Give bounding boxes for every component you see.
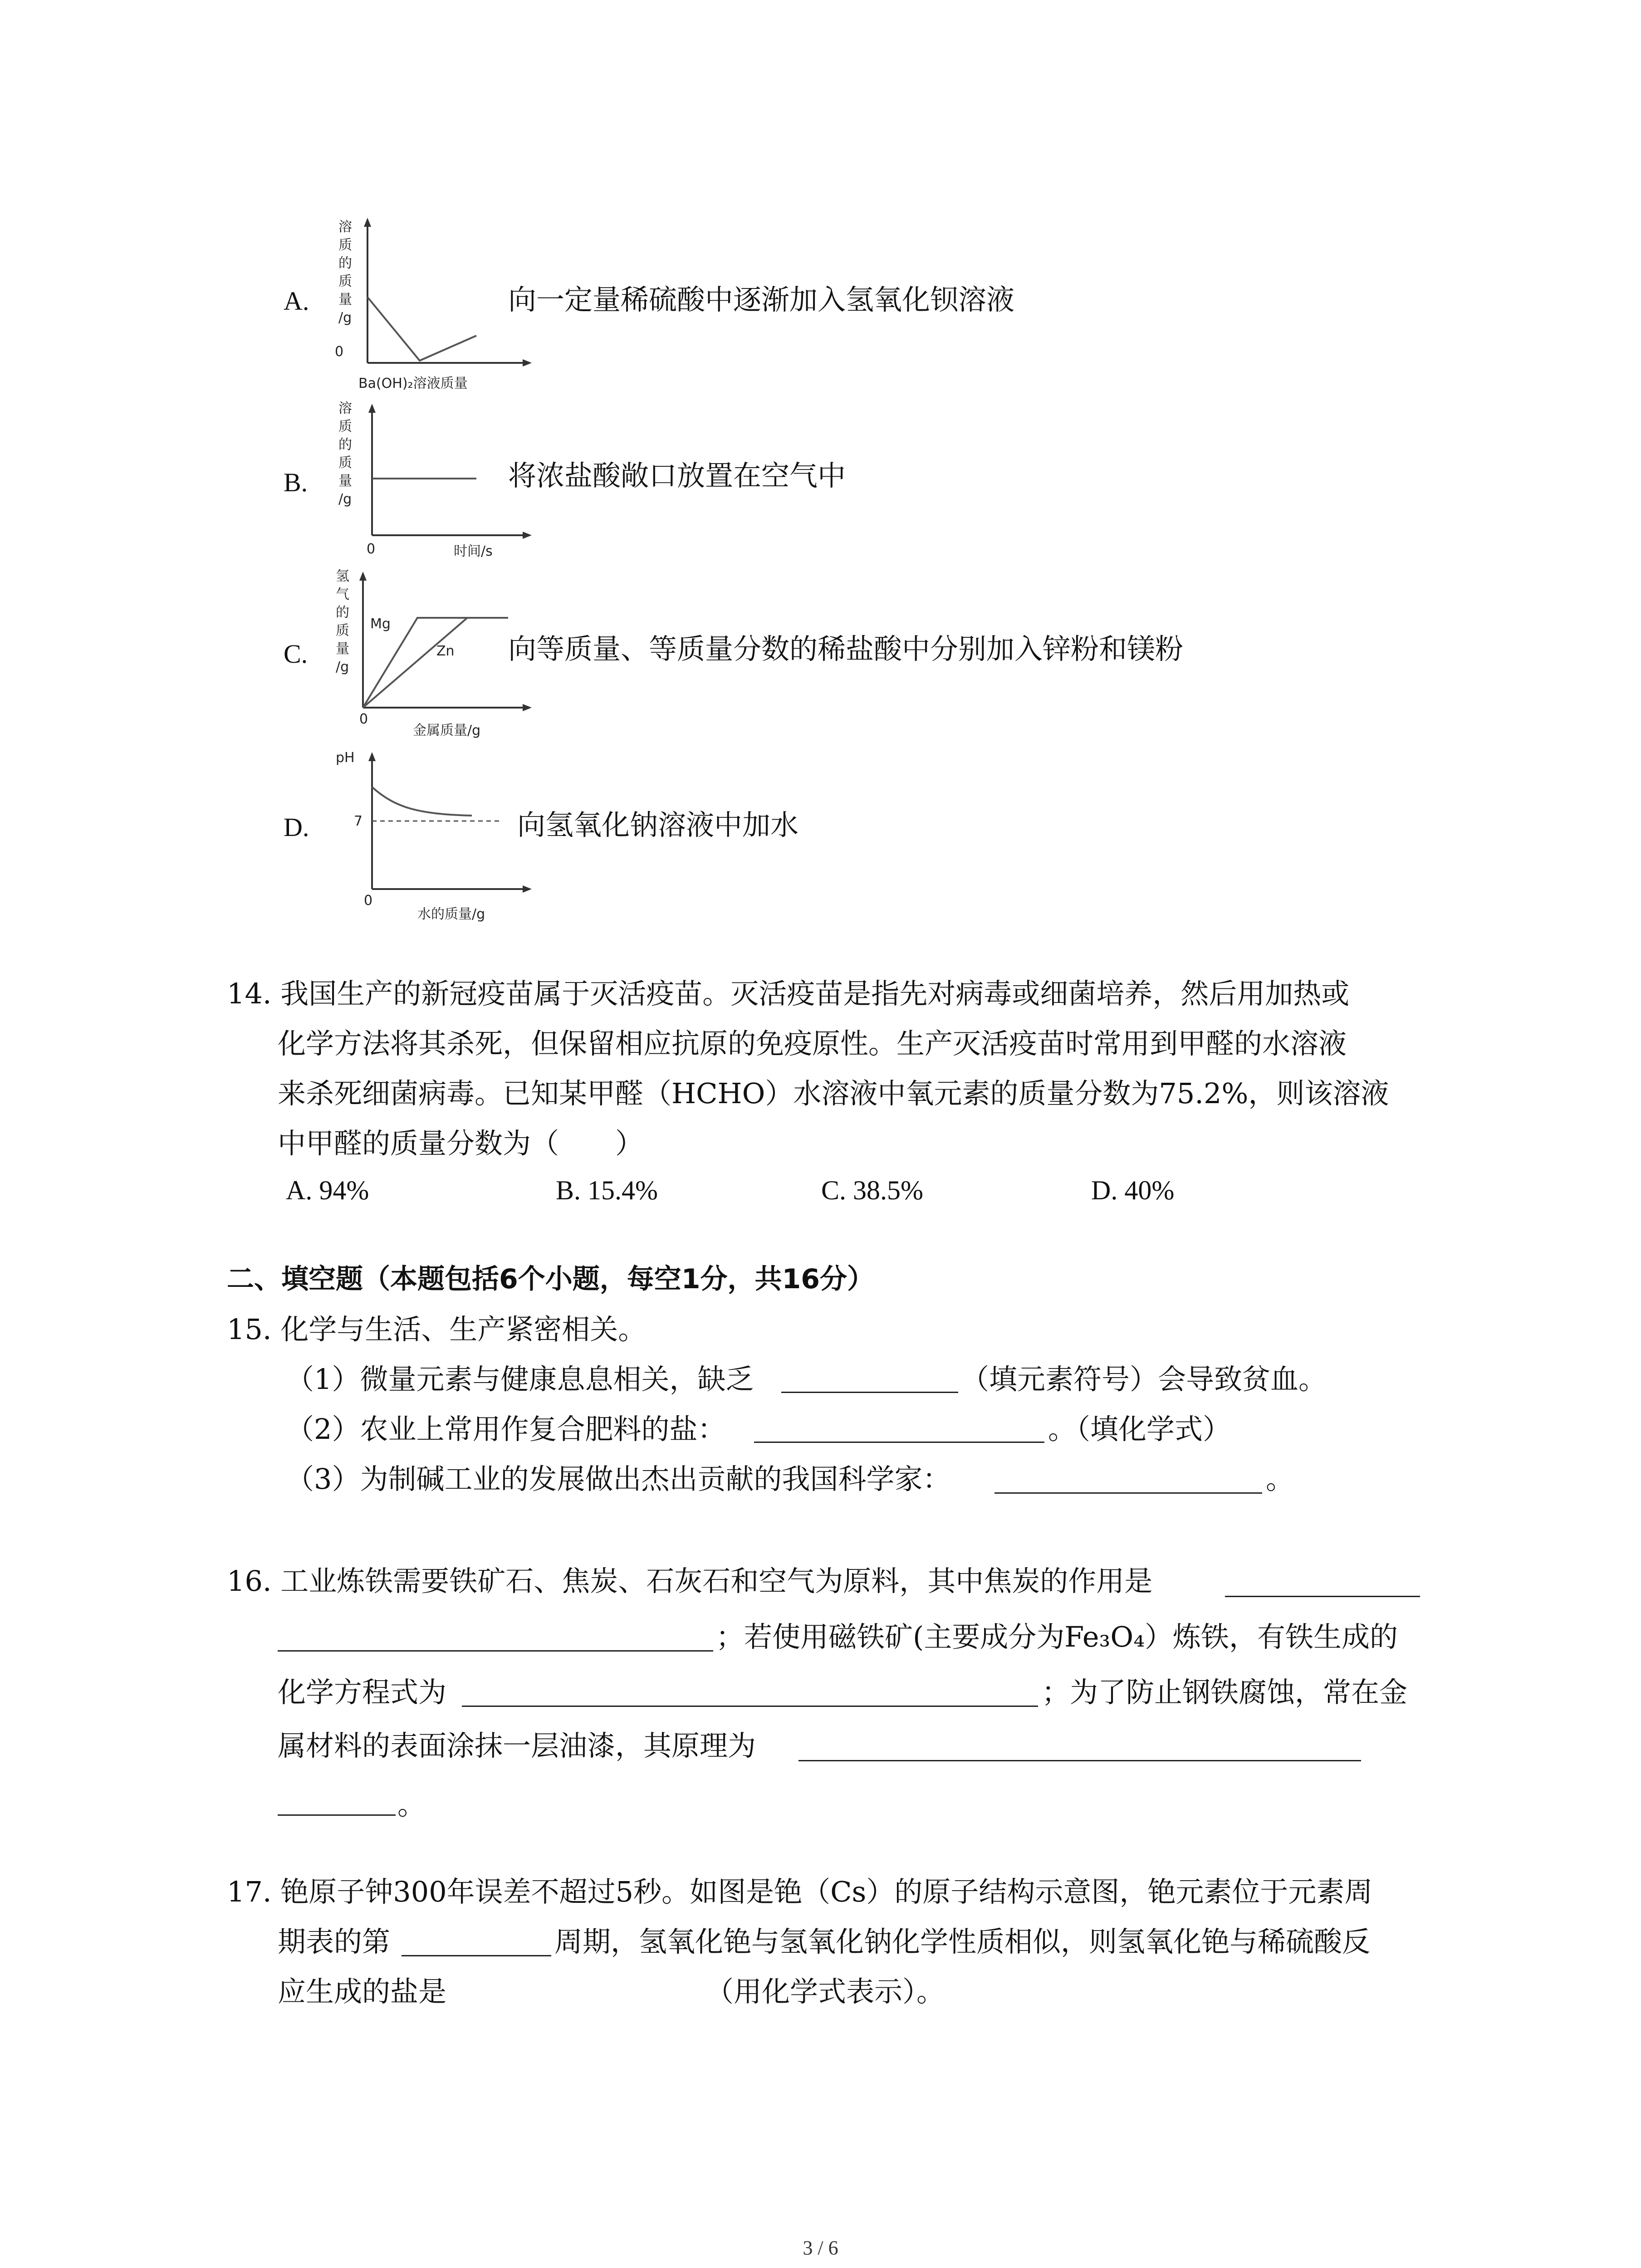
graph-b-ylabel-5: /g: [338, 491, 352, 507]
option-a-letter: A.: [284, 286, 309, 316]
graph-c-xlabel: 金属质量/g: [413, 723, 481, 738]
graph-a-ylabel-0: 溶: [338, 219, 352, 235]
graph-d-ylabel-0: pH: [336, 750, 355, 766]
graph-b-origin: 0: [367, 541, 376, 557]
q14-line-3: 来杀死细菌病毒。已知某甲醛（HCHO）水溶液中氧元素的质量分数为75.2%，则该溶液: [278, 1077, 1389, 1110]
graph-c-zn-label: Zn: [436, 643, 455, 659]
graph-b-ylabel-0: 溶: [338, 401, 352, 416]
q15-part1-post: （填元素符号）会导致贫血。: [961, 1363, 1327, 1396]
q15-part2-post: 。（填化学式）: [1048, 1413, 1231, 1446]
graph-b-ylabel-1: 质: [338, 419, 352, 435]
graph-a-ylabel-5: /g: [338, 310, 352, 326]
graph-a-xlabel: Ba(OH)₂溶液质量: [358, 376, 468, 391]
graph-a-ylabel-4: 量: [338, 292, 352, 308]
q17-line-3b: （用化学式表示）。: [705, 1975, 945, 2008]
option-b-text: 将浓盐酸敞口放置在空气中: [508, 459, 846, 492]
q17-line-3a: 应生成的盐是: [278, 1975, 447, 2008]
q16-line-4: 属材料的表面涂抹一层油漆，其原理为: [278, 1729, 756, 1762]
q15-part2-pre: （2）农业上常用作复合肥料的盐：: [286, 1413, 726, 1446]
q14-choice-b: B. 15.4%: [556, 1175, 658, 1205]
q14-choice-a: A. 94%: [286, 1175, 369, 1205]
q16-blank-1a[interactable]: [1225, 1596, 1420, 1597]
graph-c-ylabel-1: 气: [336, 587, 349, 602]
graph-b-ylabel-4: 量: [338, 473, 352, 489]
q14-choice-d: D. 40%: [1091, 1175, 1175, 1205]
q16-blank-2[interactable]: [462, 1706, 1038, 1707]
q16-line-3a: 化学方程式为: [278, 1676, 447, 1709]
graph-d: [327, 744, 540, 925]
graph-b-ylabel-2: 的: [338, 437, 352, 453]
graph-c-ylabel-5: /g: [336, 659, 349, 675]
graph-a-origin: 0: [335, 344, 344, 360]
option-d-letter: D.: [284, 812, 309, 842]
q16-blank-1b[interactable]: [278, 1650, 713, 1652]
q15-part3-pre: （3）为制碱工业的发展做出杰出贡献的我国科学家：: [286, 1462, 951, 1496]
graph-d-origin: 0: [364, 893, 373, 909]
graph-d-xlabel: 水的质量/g: [417, 906, 485, 922]
option-a-text: 向一定量稀硫酸中逐渐加入氢氧化钡溶液: [508, 283, 1015, 316]
graph-b-ylabel-3: 质: [338, 455, 352, 471]
q15-part1-blank[interactable]: [781, 1392, 958, 1393]
graph-c-ylabel-0: 氢: [336, 568, 349, 584]
q16-blank-3b[interactable]: [278, 1814, 396, 1816]
option-c-letter: C.: [284, 639, 308, 669]
graph-a-ylabel-1: 质: [338, 237, 352, 253]
q16-line-3b: ；为了防止钢铁腐蚀，常在金: [1042, 1676, 1408, 1709]
section-2-heading: 二、填空题（本题包括6个小题，每空1分，共16分）: [227, 1263, 874, 1295]
graph-a-ylabel-3: 质: [338, 274, 352, 289]
q14-choice-c: C. 38.5%: [821, 1175, 923, 1205]
page-number: 3 / 6: [803, 2237, 838, 2259]
graph-c-ylabel-4: 量: [336, 641, 349, 657]
graph-c-origin: 0: [359, 711, 368, 727]
graph-b-xlabel: 时间/s: [454, 543, 493, 559]
graph-c-ylabel-2: 的: [336, 605, 349, 621]
q14-line-1: 14. 我国生产的新冠疫苗属于灭活疫苗。灭活疫苗是指先对病毒或细菌培养，然后用加热或: [227, 977, 1350, 1010]
q17-line-2b: 周期，氢氧化铯与氢氧化钠化学性质相似，则氢氧化铯与稀硫酸反: [554, 1925, 1371, 1958]
q15-part3-blank[interactable]: [994, 1492, 1262, 1494]
q14-line-2: 化学方法将其杀死，但保留相应抗原的免疫原性。生产灭活疫苗时常用到甲醛的水溶液: [278, 1027, 1347, 1060]
q17-blank-1[interactable]: [402, 1955, 551, 1956]
option-d-text: 向氢氧化钠溶液中加水: [517, 808, 799, 841]
q15-part3-post: 。: [1266, 1462, 1294, 1496]
graph-d-ref-7: 7: [354, 813, 363, 829]
option-b-letter: B.: [284, 468, 308, 497]
q14-line-4: 中甲醛的质量分数为（ ）: [278, 1127, 644, 1160]
graph-c-ylabel-3: 质: [336, 623, 349, 639]
q16-line-5: 。: [397, 1788, 426, 1821]
q16-blank-3a[interactable]: [798, 1760, 1361, 1761]
q17-line-2a: 期表的第: [278, 1925, 391, 1958]
q17-line-1: 17. 铯原子钟300年误差不超过5秒。如图是铯（Cs）的原子结构示意图，铯元素位于元素周: [227, 1875, 1373, 1908]
graph-a-ylabel-2: 的: [338, 255, 352, 271]
graph-c-mg-label: Mg: [370, 616, 391, 632]
q16-line-1: 16. 工业炼铁需要铁矿石、焦炭、石灰石和空气为原料，其中焦炭的作用是: [227, 1564, 1153, 1598]
q15-part2-blank[interactable]: [754, 1442, 1044, 1443]
option-c-text: 向等质量、等质量分数的稀盐酸中分别加入锌粉和镁粉: [508, 632, 1184, 665]
q15-stem: 15. 化学与生活、生产紧密相关。: [227, 1313, 647, 1346]
q15-part1-pre: （1）微量元素与健康息息相关，缺乏: [286, 1363, 754, 1396]
q16-line-2: ；若使用磁铁矿(主要成分为Fe₃O₄）炼铁，有铁生成的: [716, 1620, 1398, 1653]
